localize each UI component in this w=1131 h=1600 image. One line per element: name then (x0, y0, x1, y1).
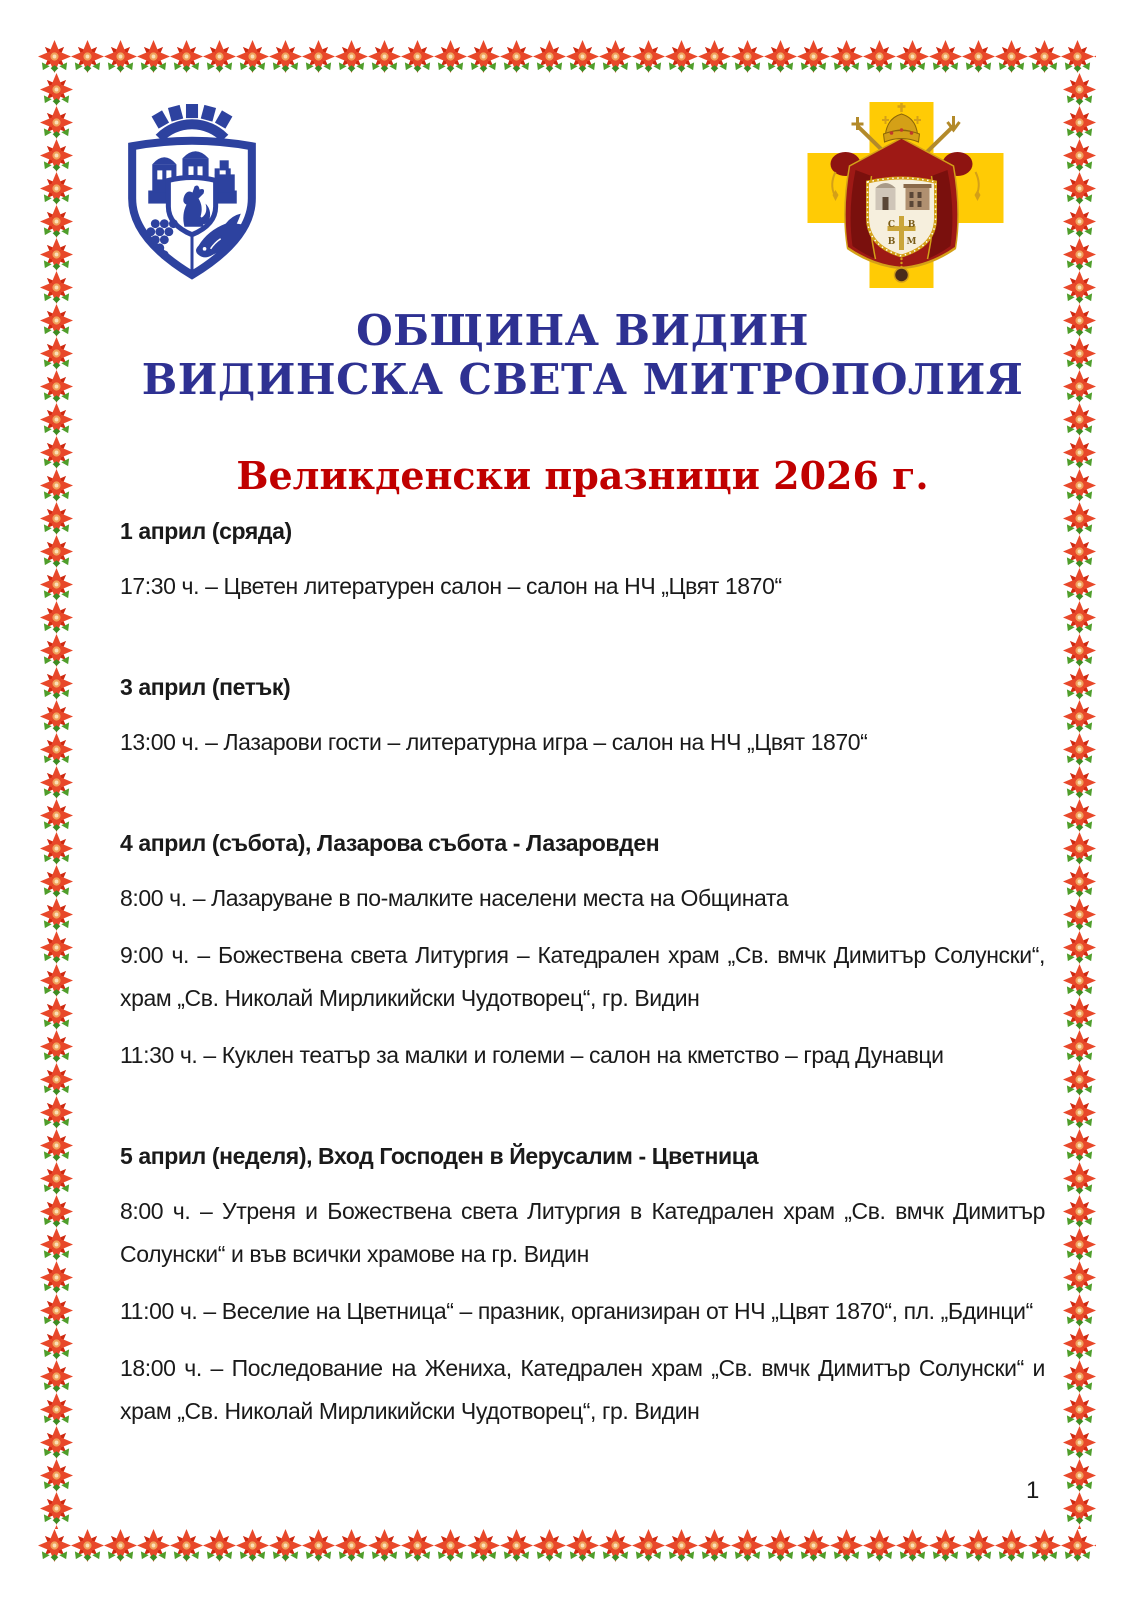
flower-ornament-icon (40, 568, 73, 601)
flower-ornament-icon (599, 1529, 632, 1562)
flower-ornament-icon (104, 1529, 137, 1562)
flower-ornament-icon (40, 997, 73, 1030)
flower-ornament-icon (40, 172, 73, 205)
flower-ornament-icon (40, 832, 73, 865)
flower-ornament-icon (1063, 1459, 1096, 1492)
flower-ornament-icon (40, 1393, 73, 1426)
flower-ornament-icon (40, 1162, 73, 1195)
flower-ornament-icon (40, 1525, 73, 1529)
flower-ornament-icon (40, 436, 73, 469)
flower-ornament-icon (40, 634, 73, 667)
ornament-border-right (1063, 73, 1096, 1529)
flower-ornament-icon (40, 139, 73, 172)
flower-ornament-icon (40, 1195, 73, 1228)
event-item: 18:00 ч. – Последование на Жениха, Катедрален храм „Св. вмчк Димитър Солунски“ и храм „Св. Николай Мирликийски Чудотворец“, гр. Видин (120, 1355, 1045, 1424)
ornament-border-left (40, 73, 73, 1529)
flower-ornament-icon (40, 964, 73, 997)
flower-ornament-icon (40, 1360, 73, 1393)
flower-ornament-icon (1063, 238, 1096, 271)
flower-ornament-icon (1063, 997, 1096, 1030)
flower-ornament-icon (1063, 304, 1096, 337)
flower-ornament-icon (1063, 73, 1096, 106)
flower-ornament-icon (1063, 469, 1096, 502)
flower-ornament-icon (1063, 436, 1096, 469)
flower-ornament-icon (40, 238, 73, 271)
flower-ornament-icon (1094, 1529, 1096, 1562)
flower-ornament-icon (1063, 535, 1096, 568)
flower-ornament-icon (40, 1129, 73, 1162)
flower-ornament-icon (40, 766, 73, 799)
flower-ornament-icon (302, 1529, 335, 1562)
flower-ornament-icon (40, 370, 73, 403)
flower-ornament-icon (38, 1529, 71, 1562)
schedule-day-2 (120, 666, 1045, 764)
schedule-day-1 (120, 510, 1045, 608)
flower-ornament-icon (863, 1529, 896, 1562)
flower-ornament-icon (1063, 1294, 1096, 1327)
flower-ornament-icon (1063, 205, 1096, 238)
flower-ornament-icon (1063, 1162, 1096, 1195)
flower-ornament-icon (368, 1529, 401, 1562)
flower-ornament-icon (1063, 337, 1096, 370)
flower-ornament-icon (40, 931, 73, 964)
flower-ornament-icon (1063, 733, 1096, 766)
flower-ornament-icon (1063, 271, 1096, 304)
flower-ornament-icon (40, 106, 73, 139)
flower-ornament-icon (1094, 40, 1096, 73)
flower-ornament-icon (1063, 370, 1096, 403)
flower-ornament-icon (1063, 700, 1096, 733)
flower-ornament-icon (1063, 1096, 1096, 1129)
day-header: 1 април (сряда) (120, 518, 292, 544)
event-item: 8:00 ч. – Лазаруване в по-малките населени места на Общината (120, 885, 789, 911)
flower-ornament-icon (40, 1063, 73, 1096)
shield-initial: С (887, 220, 896, 230)
flower-ornament-icon (896, 1529, 929, 1562)
flower-ornament-icon (1063, 799, 1096, 832)
document-content (120, 0, 1045, 1447)
shield-initial: М (906, 237, 917, 247)
title-block (120, 306, 1045, 498)
flower-ornament-icon (1063, 766, 1096, 799)
flower-ornament-icon (40, 535, 73, 568)
flower-ornament-icon (1063, 1195, 1096, 1228)
flower-ornament-icon (665, 1529, 698, 1562)
flower-ornament-icon (40, 700, 73, 733)
flower-ornament-icon (269, 1529, 302, 1562)
flower-ornament-icon (137, 1529, 170, 1562)
shield-initial: В (907, 220, 916, 230)
flower-ornament-icon (1063, 1327, 1096, 1360)
flower-ornament-icon (40, 1228, 73, 1261)
flower-ornament-icon (1063, 667, 1096, 700)
flower-ornament-icon (533, 1529, 566, 1562)
flower-ornament-icon (1061, 40, 1094, 73)
flower-ornament-icon (1063, 931, 1096, 964)
flower-ornament-icon (1028, 1529, 1061, 1562)
flower-ornament-icon (40, 898, 73, 931)
flower-ornament-icon (1063, 1030, 1096, 1063)
event-item: 17:30 ч. – Цветен литературен салон – салон на НЧ „Цвят 1870“ (120, 573, 782, 599)
flower-ornament-icon (1063, 139, 1096, 172)
flower-ornament-icon (1063, 634, 1096, 667)
flower-ornament-icon (203, 1529, 236, 1562)
flower-ornament-icon (170, 1529, 203, 1562)
day-header: 5 април (неделя), Вход Господен в Йерусалим - Цветница (120, 1143, 759, 1169)
flower-ornament-icon (40, 73, 73, 106)
flower-ornament-icon (40, 1459, 73, 1492)
flower-ornament-icon (995, 1529, 1028, 1562)
flower-ornament-icon (40, 865, 73, 898)
flower-ornament-icon (1063, 172, 1096, 205)
flower-ornament-icon (1063, 1063, 1096, 1096)
flower-ornament-icon (1061, 1529, 1094, 1562)
event-item: 13:00 ч. – Лазарови гости – литературна игра – салон на НЧ „Цвят 1870“ (120, 729, 868, 755)
flower-ornament-icon (40, 1327, 73, 1360)
flower-ornament-icon (401, 1529, 434, 1562)
flower-ornament-icon (1063, 1426, 1096, 1459)
flower-ornament-icon (1063, 1360, 1096, 1393)
flower-ornament-icon (830, 1529, 863, 1562)
flower-ornament-icon (40, 667, 73, 700)
flower-ornament-icon (40, 601, 73, 634)
flower-ornament-icon (40, 469, 73, 502)
flower-ornament-icon (1063, 502, 1096, 535)
flower-ornament-icon (40, 337, 73, 370)
flower-ornament-icon (40, 799, 73, 832)
flower-ornament-icon (71, 1529, 104, 1562)
flower-ornament-icon (335, 1529, 368, 1562)
flower-ornament-icon (40, 502, 73, 535)
flower-ornament-icon (467, 1529, 500, 1562)
flower-ornament-icon (731, 1529, 764, 1562)
shield-initial: В (887, 237, 896, 247)
flower-ornament-icon (40, 1096, 73, 1129)
flower-ornament-icon (1063, 1129, 1096, 1162)
flower-ornament-icon (1063, 568, 1096, 601)
flower-ornament-icon (1063, 403, 1096, 436)
municipality-title: ОБЩИНА ВИДИН (356, 306, 809, 355)
ornament-border-bottom (38, 1529, 1096, 1562)
flower-ornament-icon (40, 304, 73, 337)
day-header: 3 април (петък) (120, 674, 291, 700)
flower-ornament-icon (1063, 1393, 1096, 1426)
flower-ornament-icon (434, 1529, 467, 1562)
flower-ornament-icon (38, 40, 71, 73)
flower-ornament-icon (962, 1529, 995, 1562)
flower-ornament-icon (1063, 898, 1096, 931)
flower-ornament-icon (632, 1529, 665, 1562)
page-number: 1 (1026, 1477, 1040, 1504)
flower-ornament-icon (1063, 1228, 1096, 1261)
flower-ornament-icon (40, 1492, 73, 1525)
flower-ornament-icon (40, 1261, 73, 1294)
flower-ornament-icon (764, 1529, 797, 1562)
flower-ornament-icon (40, 1426, 73, 1459)
flower-ornament-icon (1063, 1261, 1096, 1294)
event-item: 9:00 ч. – Божествена света Литургия – Катедрален храм „Св. вмчк Димитър Солунски“, храм „Св. Николай Мирликийски Чудотворец“, гр. Видин (120, 942, 1045, 1011)
flower-ornament-icon (1063, 865, 1096, 898)
day-header: 4 април (събота), Лазарова събота - Лазаровден (120, 830, 660, 856)
event-item: 11:00 ч. – Веселие на Цветница“ – празник, организиран от НЧ „Цвят 1870“, пл. „Бдинци“ (120, 1298, 1033, 1324)
flower-ornament-icon (236, 1529, 269, 1562)
event-heading: Великденски празници 2026 г. (236, 453, 929, 498)
flower-ornament-icon (1063, 964, 1096, 997)
flower-ornament-icon (40, 271, 73, 304)
metropolis-title: ВИДИНСКА СВЕТА МИТРОПОЛИЯ (141, 355, 1024, 404)
flower-ornament-icon (1063, 1525, 1096, 1529)
schedule-day-4 (120, 1135, 1045, 1433)
flower-ornament-icon (797, 1529, 830, 1562)
flower-ornament-icon (566, 1529, 599, 1562)
flower-ornament-icon (929, 1529, 962, 1562)
flower-ornament-icon (1063, 832, 1096, 865)
flower-ornament-icon (71, 40, 104, 73)
event-item: 11:30 ч. – Куклен театър за малки и големи – салон на кметство – град Дунавци (120, 1042, 944, 1068)
flower-ornament-icon (1063, 106, 1096, 139)
flower-ornament-icon (40, 403, 73, 436)
flower-ornament-icon (40, 1294, 73, 1327)
flower-ornament-icon (40, 1030, 73, 1063)
flower-ornament-icon (40, 733, 73, 766)
flower-ornament-icon (40, 205, 73, 238)
flower-ornament-icon (698, 1529, 731, 1562)
schedule-day-3 (120, 822, 1045, 1077)
flower-ornament-icon (1063, 601, 1096, 634)
event-item: 8:00 ч. – Утреня и Божествена света Литургия в Катедрален храм „Св. вмчк Димитър Солунски“ и във всички храмове на гр. Видин (120, 1198, 1045, 1267)
flower-ornament-icon (500, 1529, 533, 1562)
flower-ornament-icon (1063, 1492, 1096, 1525)
